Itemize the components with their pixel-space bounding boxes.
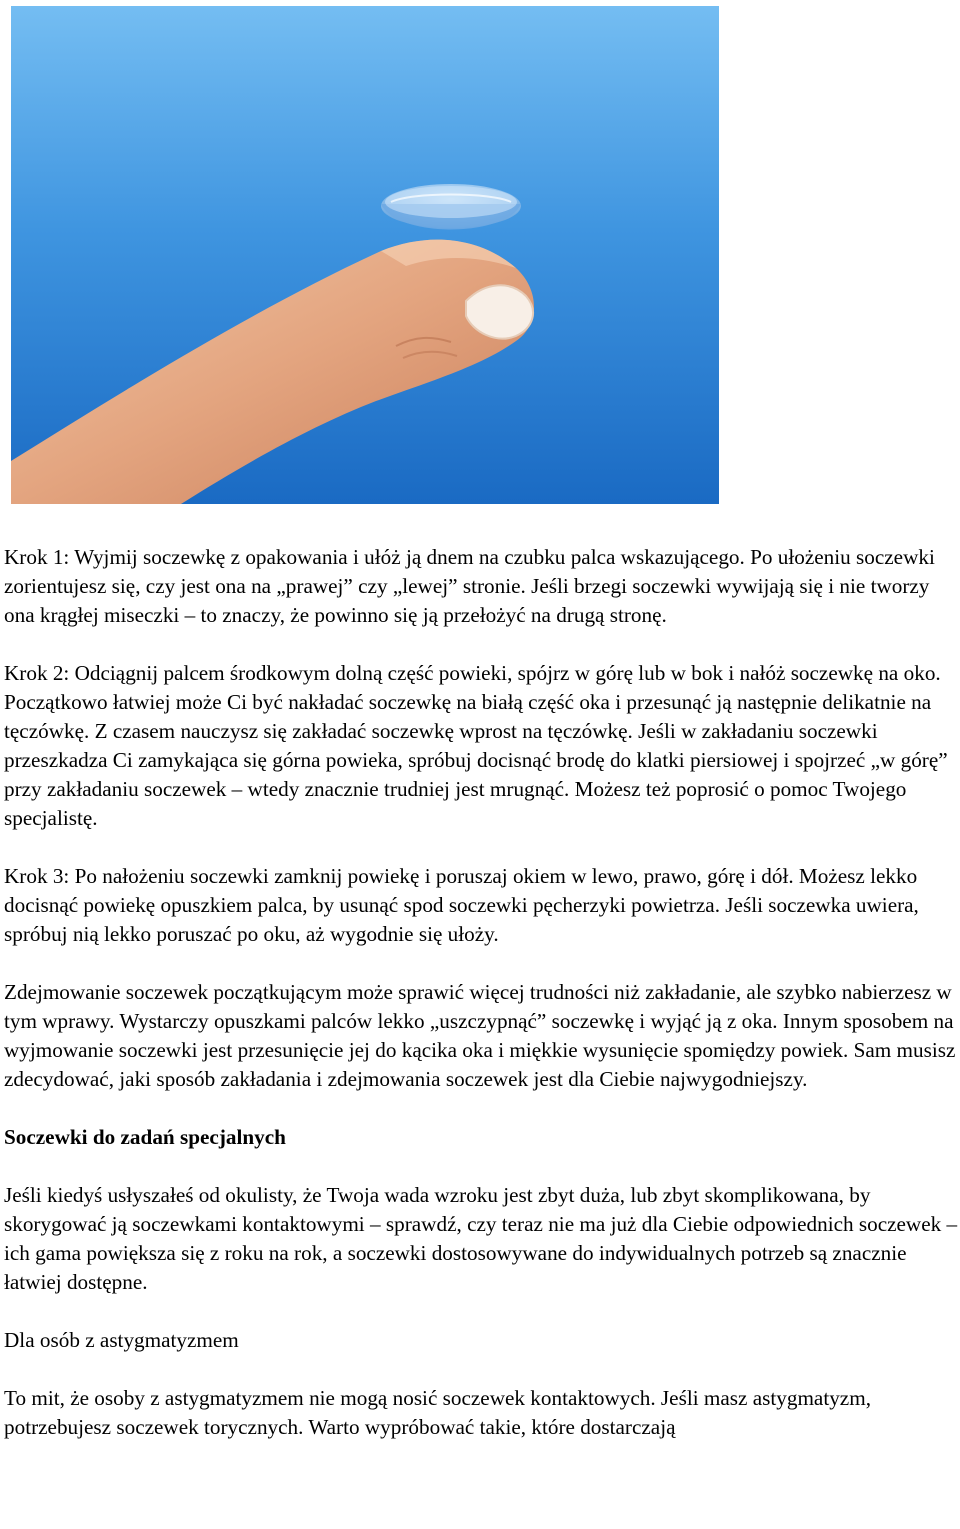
paragraph-step-3: Krok 3: Po nałożeniu soczewki zamknij powiekę i poruszaj okiem w lewo, prawo, górę i dół. Możesz lekko docisnąć powiekę opuszkiem palca, by usunąć spod soczewki pęcherzyki powietrza. Jeśli soczewka uwiera, spróbuj nią lekko poruszać po oku, aż wygodnie się ułoży.: [4, 864, 919, 946]
paragraph-special-lenses: Jeśli kiedyś usłyszałeś od okulisty, że Twoja wada wzroku jest zbyt duża, lub zbyt skomplikowana, by skorygować ją soczewkami kontaktowymi – sprawdź, czy teraz nie ma już dla Ciebie odpowiednich soczewek – ich gama powiększa się z roku na rok, a soczewki dostosowywane do indywidualnych potrzeb są znacznie łatwiej dostępne.: [4, 1183, 958, 1294]
subheading-astigmatism: Dla osób z astygmatyzmem: [4, 1328, 239, 1352]
paragraph-step-2: Krok 2: Odciągnij palcem środkowym dolną część powieki, spójrz w górę lub w bok i nałóż soczewkę na oko. Początkowo łatwiej może Ci być nakładać soczewkę na białą część oka i przesunąć ją następnie delikatnie na tęczówkę. Z czasem nauczysz się zakładać soczewkę wprost na tęczówkę. Jeśli w zakładaniu soczewki przeszkadza Ci zamykająca się górna powieka, spróbuj docisnąć brodę do klatki piersiowej i spojrzeć „w górę” przy zakładaniu soczewek – wtedy znacznie trudniej jest mrugnąć. Możesz też poprosić o pomoc Twojego specjalistę.: [4, 661, 948, 830]
section-heading: Soczewki do zadań specjalnych: [4, 1125, 286, 1149]
paragraph-step-1: Krok 1: Wyjmij soczewkę z opakowania i ułóż ją dnem na czubku palca wskazującego. Po ułożeniu soczewki zorientujesz się, czy jest ona na „prawej” czy „lewej” stronie. Jeśli brzegi soczewki wywijają się i nie tworzy ona krągłej miseczki – to znaczy, że powinno się ją przełożyć na drugą stronę.: [4, 545, 935, 627]
article-text: [4, 543, 960, 1471]
contact-lens-photo: [11, 6, 719, 504]
paragraph-removal: Zdejmowanie soczewek początkującym może sprawić więcej trudności niż zakładanie, ale szybko nabierzesz w tym wprawy. Wystarczy opuszkami palców lekko „uszczypnąć” soczewkę i wyjąć ją z oka. Innym sposobem na wyjmowanie soczewki jest przesunięcie jej do kącika oka i miękkie wysunięcie spomiędzy powiek. Sam musisz zdecydować, jaki sposób zakładania i zdejmowania soczewek jest dla Ciebie najwygodniejszy.: [4, 980, 956, 1091]
paragraph-astigmatism: To mit, że osoby z astygmatyzmem nie mogą nosić soczewek kontaktowych. Jeśli masz astygmatyzm, potrzebujesz soczewek torycznych. Warto wypróbować takie, które dostarczają: [4, 1386, 871, 1439]
